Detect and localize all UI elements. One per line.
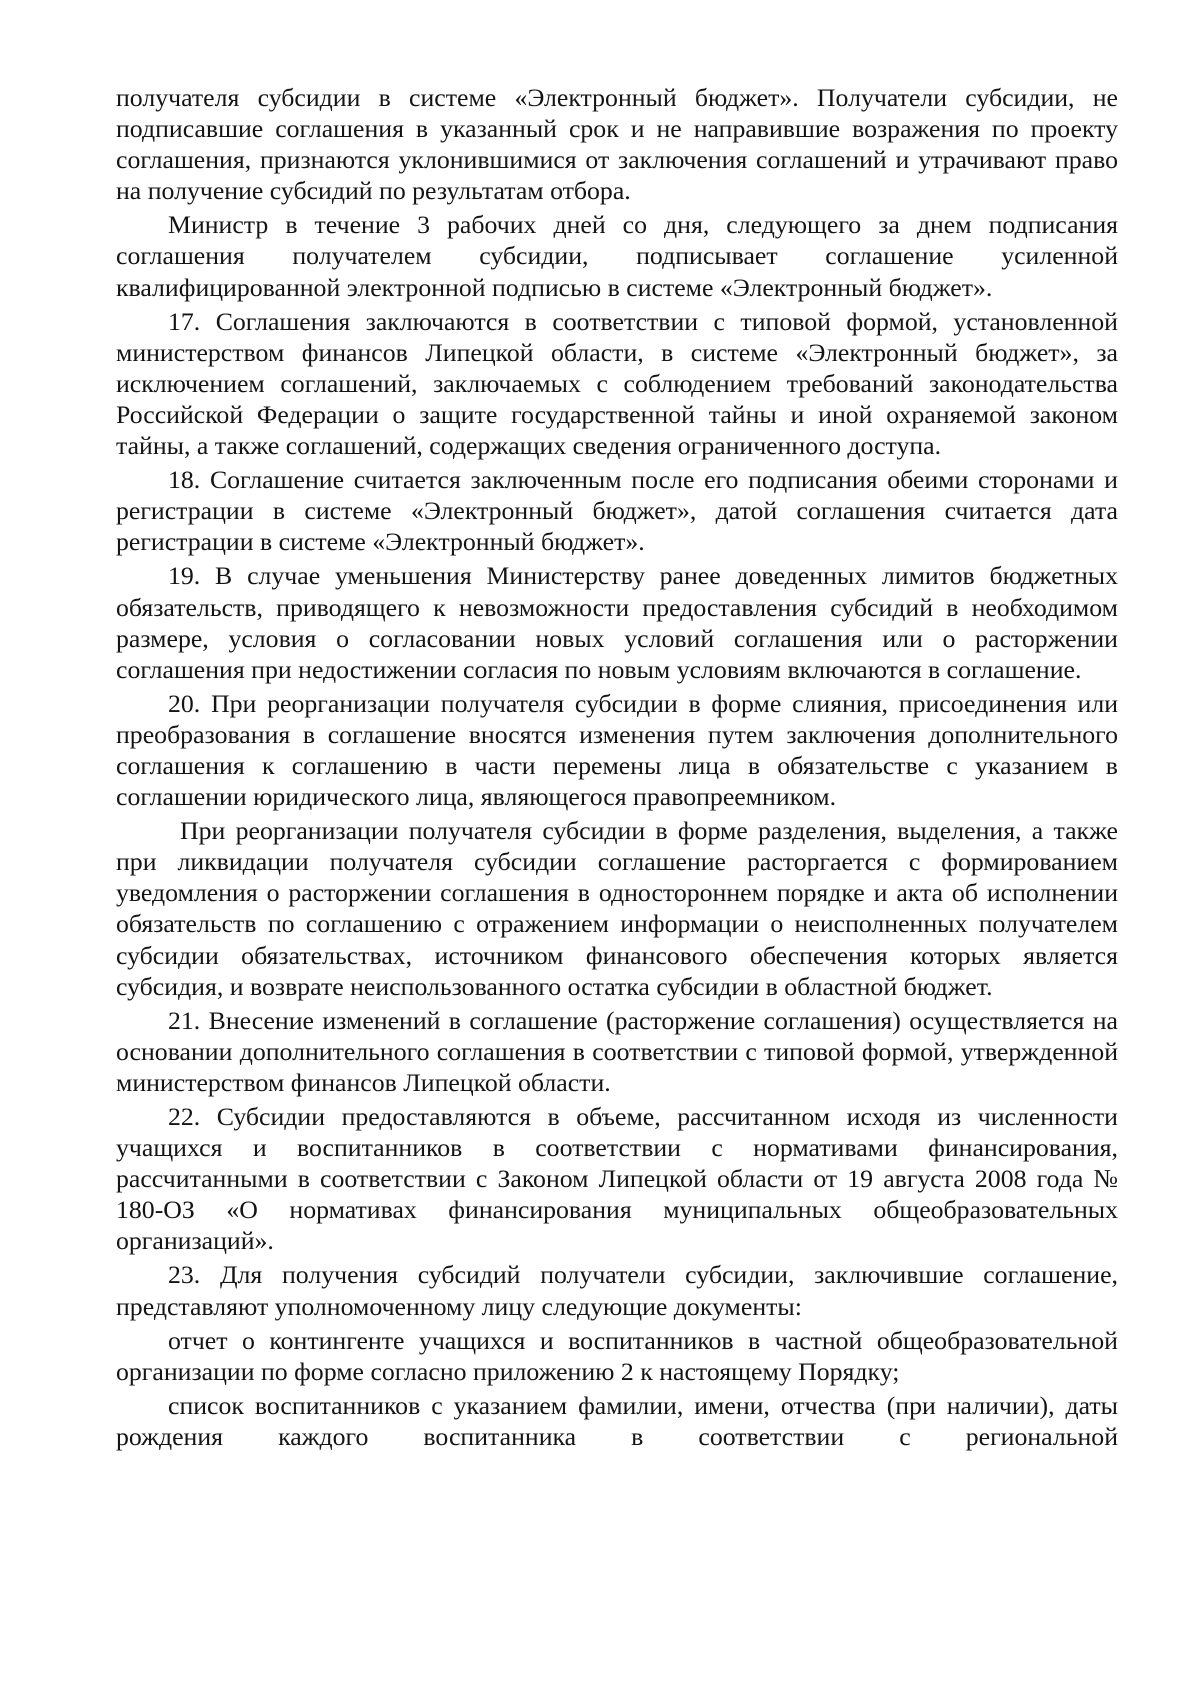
paragraph-item-17: 17. Соглашения заключаются в соответствии с типовой формой, установленной министерством финансов Липецкой области, в системе «Электронный бюджет», за исключением соглашений, заключаемых с соблюдением требований законодательства Российской Федерации о защите государственной тайны и иной охраняемой законом тайны, а также соглашений, содержащих сведения ограниченного доступа.	[116, 306, 1118, 461]
paragraph-contingent-report: отчет о контингенте учащихся и воспитанников в частной общеобразовательной организации по форме согласно приложению 2 к настоящему Порядку;	[116, 1325, 1118, 1386]
paragraph-item-22: 22. Субсидии предоставляются в объеме, рассчитанном исходя из численности учащихся и воспитанников в соответствии с нормативами финансирования, рассчитанными в соответствии с Законом Липецкой области от 19 августа 2008 года № 180-ОЗ «О нормативах финансирования муниципальных общеобразовательных организаций».	[116, 1102, 1118, 1256]
paragraph-item-18: 18. Соглашение считается заключенным после его подписания обеими сторонами и регистрации в системе «Электронный бюджет», датой соглашения считается дата регистрации в системе «Электронный бюджет».	[116, 465, 1118, 557]
paragraph-item-20: 20. При реорганизации получателя субсидии в форме слияния, присоединения или преобразования в соглашение вносятся изменения путем заключения дополнительного соглашения к соглашению в части перемены лица в обязательстве с указанием в соглашении юридического лица, являющегося правопреемником.	[116, 688, 1118, 812]
paragraph-item-23: 23. Для получения субсидий получатели субсидии, заключившие соглашение, представляют уполномоченному лицу следующие документы:	[116, 1260, 1118, 1321]
document-body	[116, 82, 1118, 1455]
paragraph-reorganization: При реорганизации получателя субсидии в форме разделения, выделения, а также при ликвидации получателя субсидии соглашение расторгается с формированием уведомления о расторжении соглашения в одностороннем порядке и акта об исполнении обязательств по соглашению с отражением информации о неисполненных получателем субсидии обязательствах, источником финансового обеспечения которых является субсидия, и возврате неиспользованного остатка субсидии в областной бюджет.	[116, 816, 1118, 1001]
paragraph-continuation: получателя субсидии в системе «Электронный бюджет». Получатели субсидии, не подписавшие соглашения в указанный срок и не направившие возражения по проекту соглашения, признаются уклонившимися от заключения соглашений и утрачивают право на получение субсидий по результатам отбора.	[116, 83, 1118, 206]
paragraph-pupils-list: список воспитанников с указанием фамилии, имени, отчества (при наличии), даты рождения каждого воспитанника в соответствии с региональной	[116, 1390, 1118, 1451]
paragraph-minister-signing: Министр в течение 3 рабочих дней со дня, следующего за днем подписания соглашения получателем субсидии, подписывает соглашение усиленной квалифицированной электронной подписью в системе «Электронный бюджет».	[116, 210, 1118, 302]
paragraph-item-21: 21. Внесение изменений в соглашение (расторжение соглашения) осуществляется на основании дополнительного соглашения в соответствии с типовой формой, утвержденной министерством финансов Липецкой области.	[116, 1005, 1118, 1097]
paragraph-item-19: 19. В случае уменьшения Министерству ранее доведенных лимитов бюджетных обязательств, приводящего к невозможности предоставления субсидий в необходимом размере, условия о согласовании новых условий соглашения или о расторжении соглашения при недостижении согласия по новым условиям включаются в соглашение.	[116, 561, 1118, 684]
